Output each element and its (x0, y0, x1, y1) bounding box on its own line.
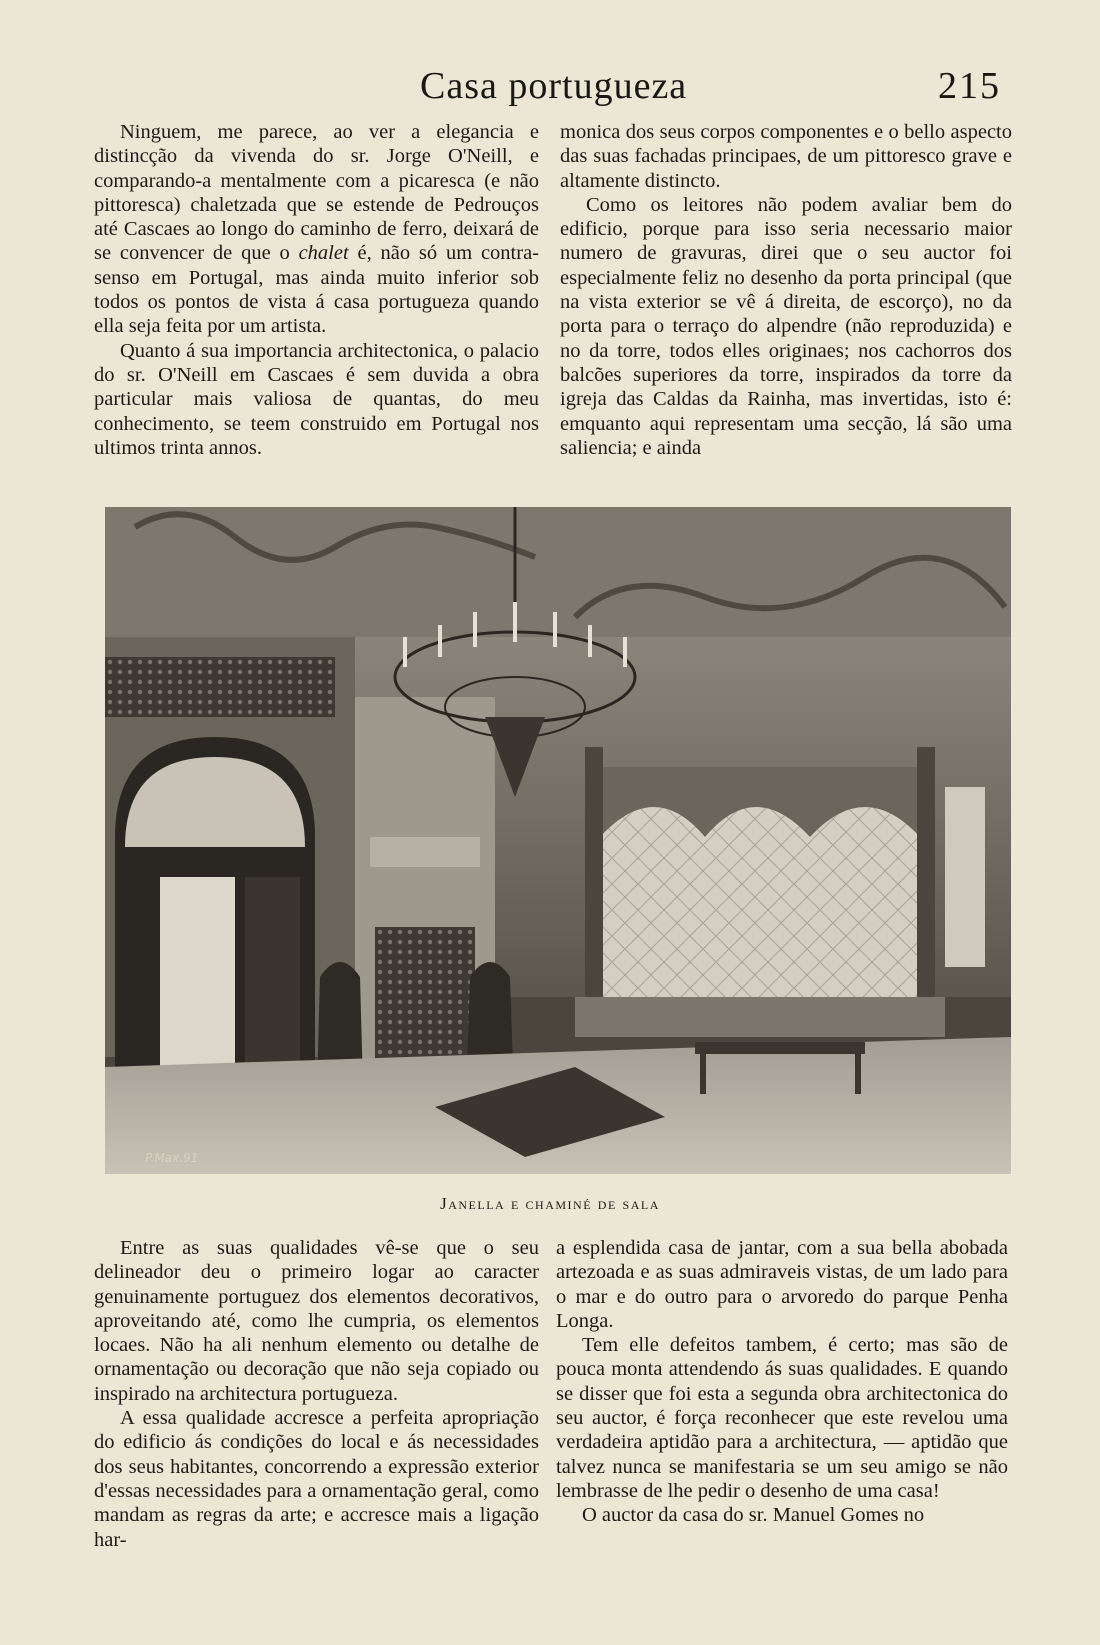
paragraph: Entre as suas qualidades vê-se que o seu delineador deu o primeiro logar ao caracter genuinamente portuguez dos elementos decorativos, aproveitando até, como lhe cumpria, os elementos locaes. Não ha ali nenhum elemento ou detalhe de ornamentação ou decoração que não seja copiado ou inspirado na architectura portugueza. (94, 1237, 539, 1405)
engraving-illustration (105, 507, 1011, 1174)
paragraph-text: Ninguem, me parece, ao ver a elegancia e distincção da vivenda do sr. Jorge O'Neill, e comparando-a mentalmente com a picaresca (e não pittoresca) chaletzada que se estende de Pedrouços até Cascaes ao longo do caminho de ferro, deixará de se convencer de que o (94, 121, 539, 265)
paragraph-continued: monica dos seus corpos componentes e o bello aspecto das suas fachadas principaes, de um pittoresco grave e altamente distincto. (560, 121, 1012, 192)
paragraph-continued: a esplendida casa de jantar, com a sua bella abobada artezoada e as suas admiraveis vistas, de um lado para o mar e do outro para o arvoredo do parque Penha Longa. (556, 1237, 1008, 1332)
column-top-right (560, 120, 1012, 460)
page-number: 215 (938, 65, 1001, 107)
figure-caption: Janella e chaminé de sala (440, 1194, 660, 1213)
column-bottom-right (556, 1236, 1008, 1528)
paragraph: Quanto á sua importancia architectonica, o palacio do sr. O'Neill em Cascaes é sem duvida a obra particular mais valiosa de quantas, do meu conhecimento, se teem construido em Portugal nos ultimos trinta annos. (94, 339, 539, 459)
paragraph (94, 120, 539, 339)
paragraph-text: é, não só um contra-senso em Portugal, mas ainda muito inferior sob todos os pontos de vista á casa portugueza quando ella seja feita por um artista. (94, 242, 540, 338)
room-engraving (105, 507, 1011, 1174)
engraver-signature: P.Max.91 (145, 1151, 199, 1165)
running-title: Casa portugueza (420, 65, 688, 107)
column-bottom-left (94, 1236, 539, 1552)
paragraph: Como os leitores não podem avaliar bem do edificio, porque para isso seria necessario maior numero de gravuras, direi que o seu auctor foi especialmente feliz no desenho da porta principal (que na vista exterior se vê á direita, de escorço), no da porta para o terraço do alpendre (não reproduzida) e no da torre, todos elles originaes; nos cachorros dos balcões superiores da torre, inspirados da torre da igreja das Caldas da Rainha, mas invertidas, isto é: emquanto aqui representam uma secção, lá são uma saliencia; e ainda (560, 193, 1012, 459)
paragraph: O auctor da casa do sr. Manuel Gomes no (582, 1504, 925, 1527)
italic-word: chalet (298, 242, 349, 265)
column-top-left (94, 120, 539, 460)
paragraph: A essa qualidade accresce a perfeita apropriação do edificio ás condições do local e ás necessidades dos seus habitantes, concorrendo a expressão exterior d'essas necessidades para a ornamentação geral, como mandam as regras da arte; e accresce mais a ligação har- (94, 1407, 539, 1551)
paragraph: Tem elle defeitos tambem, é certo; mas são de pouca monta attendendo ás suas qualidades. E quando se disser que foi esta a segunda obra architectonica do seu auctor, é força reconhecer que este revelou uma verdadeira aptidão para a architectura, — aptidão que talvez nunca se manifestaria se um seu amigo se não lembrasse de lhe pedir o desenho de uma casa! (556, 1334, 1008, 1502)
